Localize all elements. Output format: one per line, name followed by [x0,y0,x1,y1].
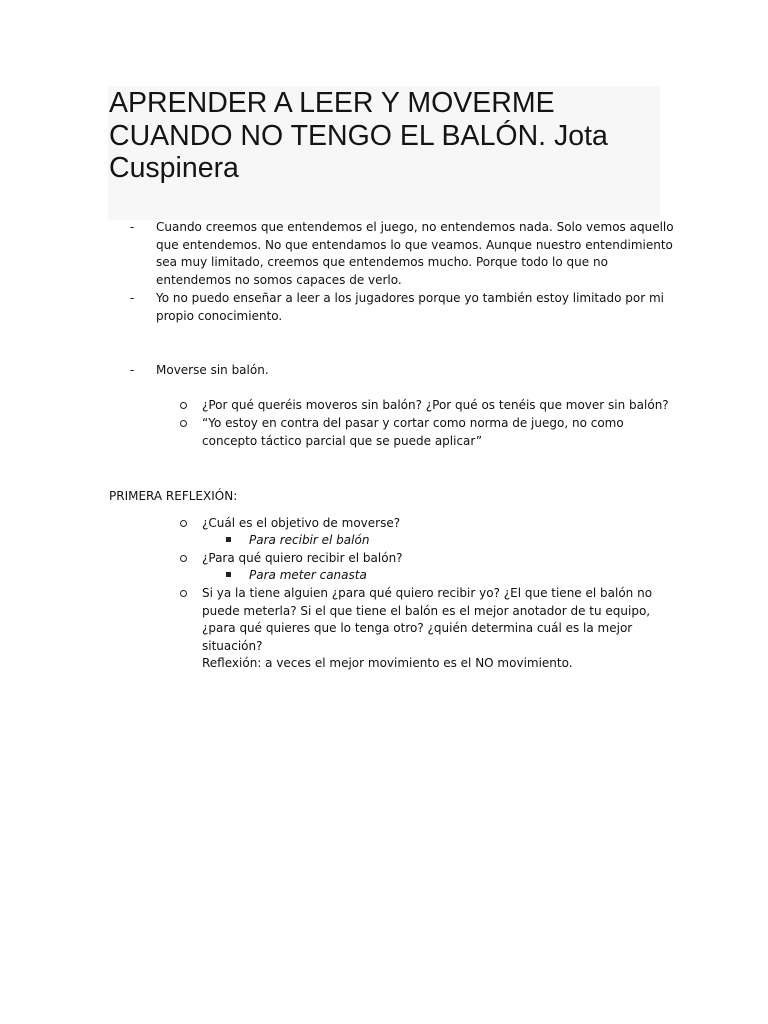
sub-list-item-text: Para meter canasta [249,568,367,582]
circle-bullet-icon [180,590,187,597]
text-line: que entendemos. No que entendamos lo que veamos. Aunque nuestro entendimiento [156,237,673,252]
square-bullet-icon [226,572,231,577]
text-line: Yo no puedo enseñar a leer a los jugadores porque yo también estoy limitado por mi [156,291,664,305]
document-title [109,87,659,185]
text-line: ¿para qué quieres que lo tenga otro? ¿quién determina cuál es la mejor [202,621,633,635]
section-heading: PRIMERA REFLEXIÓN: [109,489,238,503]
dash-bullet: - [130,363,135,377]
text-line: “Yo estoy en contra del pasar y cortar como norma de juego, no como [202,416,624,430]
text-line: entendemos no somos capaces de verlo. [156,272,402,287]
dash-bullet: - [130,220,135,234]
title-line: CUANDO NO TENGO EL BALÓN. Jota [109,119,608,152]
text-line: Moverse sin balón. [156,363,269,377]
list-item-text: ¿Para qué quiero recibir el balón? [202,551,403,565]
circle-bullet-icon [180,420,187,427]
circle-bullet-icon [180,402,187,409]
dash-bullet: - [130,291,135,305]
text-line: sea muy limitado, creemos que entendemos mucho. Porque todo lo que no [156,255,608,269]
list-item-text [202,415,672,450]
circle-bullet-icon [180,520,187,527]
text-line: Cuando creemos que entendemos el juego, no entendemos nada. Solo vemos aquello [156,220,674,234]
text-line: ¿Por qué queréis moveros sin balón? ¿Por qué os tenéis que mover sin balón? [202,398,669,412]
list-item-text [156,219,672,289]
text-line: propio conocimiento. [156,308,283,323]
text-line: puede meterla? Si el que tiene el balón es el mejor anotador de tu equipo, [202,603,651,618]
text-line: concepto táctico parcial que se puede aplicar” [202,433,483,448]
text-line: situación? [202,638,263,653]
title-line: APRENDER A LEER Y MOVERME [109,87,555,119]
list-item-text [202,585,672,673]
list-item-text [202,397,672,415]
title-line: Cuspinera [109,152,239,184]
list-item-text [156,290,672,325]
list-item-text [156,362,672,380]
text-line: Si ya la tiene alguien ¿para qué quiero recibir yo? ¿El que tiene el balón no [202,586,653,600]
sub-list-item-text: Para recibir el balón [249,533,370,547]
square-bullet-icon [226,537,231,542]
list-item-text: ¿Cuál es el objetivo de moverse? [202,516,401,530]
text-line: Reflexión: a veces el mejor movimiento es el NO movimiento. [202,656,573,670]
circle-bullet-icon [180,555,187,562]
